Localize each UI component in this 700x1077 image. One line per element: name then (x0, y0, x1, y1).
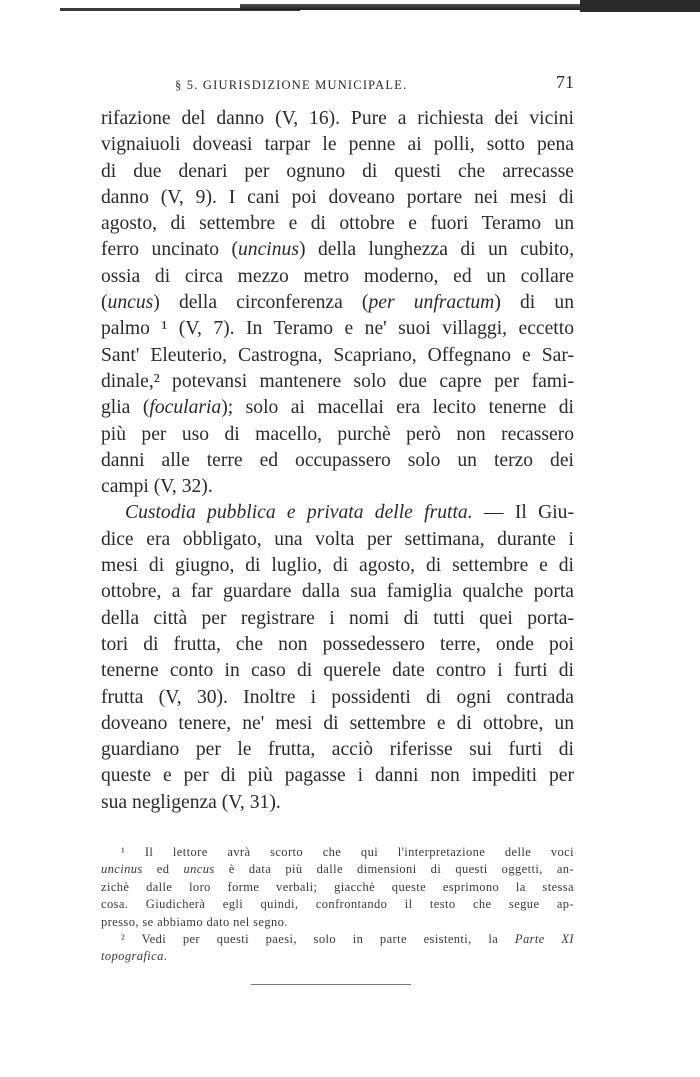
body-line: frutta (V, 30). Inoltre i possidenti di ogni contrada (101, 686, 574, 708)
body-line: mesi di giugno, di luglio, di agosto, di settembre e di (101, 555, 574, 577)
body-line: della città per registrare i nomi di tutti quei porta- (101, 607, 574, 629)
body-line: rifazione del danno (V, 16). Pure a richiesta dei vicini (101, 108, 574, 129)
footnote-line: zichè dalle loro forme verbali; giacchè queste esprimono la stessa (101, 879, 574, 894)
body-line: vignaiuoli doveasi tarpar le penne ai polli, sotto pena (101, 134, 574, 156)
running-head-title: § 5. GIURISDIZIONE MUNICIPALE. (175, 78, 408, 92)
body-line: agosto, di settembre e di ottobre e fuori Teramo un (101, 213, 574, 235)
body-line: campi (V, 32). (101, 476, 213, 498)
footnote-line: topografica. (101, 949, 168, 964)
book-page (101, 70, 574, 985)
body-line: glia (focularia); solo ai macellai era lecito tenerne di (101, 397, 574, 419)
footnote-line: ² Vedi per questi paesi, solo in parte esistenti, la Parte XI (121, 931, 574, 946)
body-line: più per uso di macello, purchè però non recassero (101, 423, 574, 445)
page-number: 71 (556, 72, 574, 92)
footnotes (101, 844, 574, 966)
body-line: tori di frutta, che non possedessero terre, onde poi (101, 633, 574, 655)
body-line: danni alle terre ed occupassero solo un terzo dei (101, 449, 574, 471)
body-line: dinale,² potevansi mantenere solo due capre per fami- (101, 370, 574, 392)
footnote-line: presso, se abbiamo dato nel segno. (101, 914, 288, 929)
body-line: ossia di circa mezzo metro moderno, ed un collare (101, 265, 574, 287)
footnote-end-rule (251, 984, 411, 985)
footnote-line: cosa. Giudicherà egli quindi, confrontando il testo che segue ap- (101, 897, 574, 912)
body-line: danno (V, 9). I cani poi doveano portare nei mesi di (101, 186, 574, 208)
body-line: tenerne conto in caso di querele date contro i furti di (101, 660, 574, 682)
footnote-line: ¹ Il lettore avrà scorto che qui l'interpretazione delle voci (121, 845, 574, 860)
scan-edge (60, 0, 700, 14)
body-line: Sant' Eleuterio, Castrogna, Scapriano, Offegnano e Sar- (101, 344, 574, 366)
running-head (101, 70, 574, 100)
body-line: (uncus) della circonferenza (per unfractum) di un (101, 292, 574, 314)
body-line: queste e per di più pagasse i danni non impediti per (101, 765, 574, 787)
scan-edge-shadow (580, 0, 700, 12)
body-line: ottobre, a far guardare dalla sua famiglia qualche porta (101, 581, 574, 603)
body-line: di due denari per ognuno di questi che arrecasse (101, 160, 574, 182)
body-line: ferro uncinato (uncinus) della lunghezza di un cubito, (101, 239, 574, 261)
body-text (101, 106, 574, 816)
body-line: palmo ¹ (V, 7). In Teramo e ne' suoi villaggi, eccetto (101, 318, 574, 340)
footnote-line: uncinus ed uncus è data più dalle dimensioni di questi oggetti, an- (101, 862, 574, 877)
body-line: doveano tenere, ne' mesi di settembre e di ottobre, un (101, 712, 574, 734)
body-line: guardiano per le frutta, acciò riferisse sui furti di (101, 739, 574, 761)
body-line: dice era obbligato, una volta per settimana, durante i (101, 528, 574, 550)
body-line: Custodia pubblica e privata delle frutta. — Il Giu- (125, 502, 574, 524)
body-line: sua negligenza (V, 31). (101, 791, 281, 813)
